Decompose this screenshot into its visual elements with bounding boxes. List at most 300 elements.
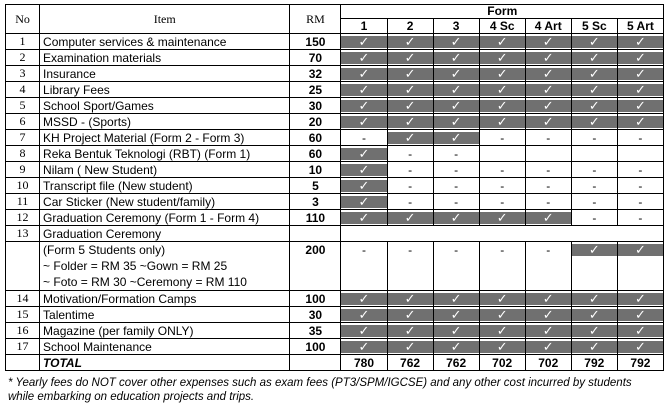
check-icon: ✓ <box>618 325 663 337</box>
check-cell <box>479 323 525 339</box>
check-icon: ✓ <box>388 341 433 353</box>
check-cell <box>341 291 387 307</box>
form-cell: - <box>617 178 663 194</box>
total-value: 780 <box>341 355 387 371</box>
check-icon: ✓ <box>434 52 479 64</box>
row-no: 11 <box>6 194 40 210</box>
fee-row <box>6 178 664 194</box>
check-cell <box>479 307 525 323</box>
form-cell: - <box>617 162 663 178</box>
row-rm: 60 <box>290 146 341 162</box>
check-cell <box>525 50 571 66</box>
check-icon: ✓ <box>341 196 386 208</box>
check-icon: ✓ <box>341 180 386 192</box>
check-cell <box>341 307 387 323</box>
check-cell <box>433 66 479 82</box>
grad5-details <box>40 242 290 291</box>
row-item: Library Fees <box>40 82 290 98</box>
form-cell: - <box>617 194 663 210</box>
check-cell <box>571 339 617 355</box>
blank-cell <box>6 242 40 291</box>
check-icon: ✓ <box>618 341 663 353</box>
blank-cell <box>290 226 341 242</box>
form-cell: - <box>525 178 571 194</box>
check-cell <box>617 339 663 355</box>
check-icon: ✓ <box>341 100 386 112</box>
check-icon: ✓ <box>526 293 571 305</box>
check-icon: ✓ <box>572 341 617 353</box>
fee-row <box>6 50 664 66</box>
check-cell <box>387 98 433 114</box>
check-cell <box>617 98 663 114</box>
total-row <box>6 355 664 371</box>
form-cell: - <box>525 194 571 210</box>
check-icon: ✓ <box>434 325 479 337</box>
row-no: 1 <box>6 34 40 50</box>
row-no: 4 <box>6 82 40 98</box>
check-cell <box>341 162 387 178</box>
header-form-0: 1 <box>341 19 387 34</box>
form-cell <box>479 146 525 162</box>
form-cell: - <box>433 242 479 291</box>
check-icon: ✓ <box>572 100 617 112</box>
form-cell: - <box>433 162 479 178</box>
check-icon: ✓ <box>388 36 433 48</box>
check-icon: ✓ <box>480 293 525 305</box>
row-item: School Maintenance <box>40 339 290 355</box>
fees-table <box>5 4 664 371</box>
check-cell <box>479 82 525 98</box>
row-no: 2 <box>6 50 40 66</box>
check-cell <box>341 34 387 50</box>
row-rm: 100 <box>290 291 341 307</box>
fee-row <box>6 130 664 146</box>
row-rm: 100 <box>290 339 341 355</box>
row-no: 6 <box>6 114 40 130</box>
check-cell <box>387 34 433 50</box>
check-cell <box>341 323 387 339</box>
check-cell <box>341 210 387 226</box>
check-cell <box>433 50 479 66</box>
fee-row <box>6 114 664 130</box>
row-no: 8 <box>6 146 40 162</box>
row-no: 9 <box>6 162 40 178</box>
check-icon: ✓ <box>572 325 617 337</box>
form-cell: - <box>479 194 525 210</box>
row-item: Transcript file (New student) <box>40 178 290 194</box>
check-cell <box>525 307 571 323</box>
row-item: Motivation/Formation Camps <box>40 291 290 307</box>
check-icon: ✓ <box>388 68 433 80</box>
row-no: 16 <box>6 323 40 339</box>
check-icon: ✓ <box>341 68 386 80</box>
form-cell: - <box>479 178 525 194</box>
check-cell <box>341 66 387 82</box>
fee-row-grad5-detail <box>6 242 664 291</box>
check-icon: ✓ <box>526 325 571 337</box>
header-form-3: 4 Sc <box>479 19 525 34</box>
row-item: Nilam ( New Student) <box>40 162 290 178</box>
form-cell: - <box>479 162 525 178</box>
check-icon: ✓ <box>572 36 617 48</box>
check-cell <box>479 50 525 66</box>
form-cell: - <box>433 146 479 162</box>
fee-row <box>6 66 664 82</box>
header-form: Form <box>341 5 664 19</box>
check-cell <box>479 34 525 50</box>
check-cell <box>525 34 571 50</box>
check-icon: ✓ <box>341 36 386 48</box>
blank-cell <box>290 355 341 371</box>
check-cell <box>479 66 525 82</box>
check-cell <box>571 242 617 291</box>
check-icon: ✓ <box>341 325 386 337</box>
check-cell <box>433 307 479 323</box>
check-icon: ✓ <box>572 68 617 80</box>
header-form-6: 5 Art <box>617 19 663 34</box>
check-cell <box>617 50 663 66</box>
check-cell <box>525 291 571 307</box>
check-cell <box>617 34 663 50</box>
check-icon: ✓ <box>480 309 525 321</box>
row-rm: 32 <box>290 66 341 82</box>
check-icon: ✓ <box>526 309 571 321</box>
check-icon: ✓ <box>572 52 617 64</box>
check-icon: ✓ <box>434 68 479 80</box>
check-cell <box>433 339 479 355</box>
check-icon: ✓ <box>618 52 663 64</box>
row-item: KH Project Material (Form 2 - Form 3) <box>40 130 290 146</box>
check-cell <box>525 210 571 226</box>
form-cell: - <box>571 162 617 178</box>
check-cell <box>525 323 571 339</box>
total-value: 762 <box>433 355 479 371</box>
grad5-line: ~ Folder = RM 35 ~Gown = RM 25 <box>43 259 228 273</box>
row-rm: 30 <box>290 307 341 323</box>
check-icon: ✓ <box>572 309 617 321</box>
check-icon: ✓ <box>526 116 571 128</box>
form-cell: - <box>571 178 617 194</box>
check-icon: ✓ <box>434 36 479 48</box>
check-cell <box>341 114 387 130</box>
fee-row-grad5-title <box>6 226 664 242</box>
check-cell <box>387 339 433 355</box>
check-icon: ✓ <box>480 84 525 96</box>
check-cell <box>341 339 387 355</box>
check-cell <box>571 50 617 66</box>
row-rm: 5 <box>290 178 341 194</box>
header-form-2: 3 <box>433 19 479 34</box>
check-cell <box>479 210 525 226</box>
check-cell <box>571 98 617 114</box>
row-no: 14 <box>6 291 40 307</box>
total-value: 702 <box>479 355 525 371</box>
check-icon: ✓ <box>526 52 571 64</box>
form-cell: - <box>571 194 617 210</box>
check-icon: ✓ <box>572 84 617 96</box>
fee-row <box>6 323 664 339</box>
check-cell <box>617 82 663 98</box>
header-form-5: 5 Sc <box>571 19 617 34</box>
check-icon: ✓ <box>618 68 663 80</box>
row-item: Car Sticker (New student/family) <box>40 194 290 210</box>
check-icon: ✓ <box>526 84 571 96</box>
check-cell <box>387 82 433 98</box>
total-value: 762 <box>387 355 433 371</box>
row-item: MSSD - (Sports) <box>40 114 290 130</box>
row-no: 13 <box>6 226 40 242</box>
form-cell <box>617 146 663 162</box>
check-cell <box>479 98 525 114</box>
check-icon: ✓ <box>341 52 386 64</box>
check-icon: ✓ <box>480 212 525 224</box>
form-cell: - <box>433 194 479 210</box>
check-cell <box>571 114 617 130</box>
check-cell <box>479 339 525 355</box>
check-cell <box>341 178 387 194</box>
check-icon: ✓ <box>618 100 663 112</box>
form-cell: - <box>617 210 663 226</box>
form-cell: - <box>479 130 525 146</box>
check-icon: ✓ <box>388 293 433 305</box>
fee-row <box>6 98 664 114</box>
check-icon: ✓ <box>526 100 571 112</box>
form-cell: - <box>341 242 387 291</box>
check-cell <box>571 82 617 98</box>
total-value: 792 <box>571 355 617 371</box>
check-cell <box>433 210 479 226</box>
row-rm: 25 <box>290 82 341 98</box>
check-icon: ✓ <box>388 325 433 337</box>
check-icon: ✓ <box>480 36 525 48</box>
check-icon: ✓ <box>526 68 571 80</box>
check-cell <box>617 323 663 339</box>
check-cell <box>341 146 387 162</box>
check-cell <box>617 307 663 323</box>
fee-row <box>6 194 664 210</box>
form-cell: - <box>571 130 617 146</box>
check-cell <box>433 98 479 114</box>
check-cell <box>341 98 387 114</box>
check-icon: ✓ <box>480 52 525 64</box>
row-rm: 110 <box>290 210 341 226</box>
footnote-line-1: * Yearly fees do NOT cover other expenses such as exam fees (PT3/SPM/IGCSE) and any other cost incurred by students <box>8 377 632 389</box>
check-icon: ✓ <box>480 341 525 353</box>
header-rm: RM <box>290 5 341 34</box>
row-no: 10 <box>6 178 40 194</box>
check-cell <box>341 82 387 98</box>
check-cell <box>387 307 433 323</box>
check-cell <box>571 66 617 82</box>
fee-row <box>6 162 664 178</box>
check-cell <box>525 66 571 82</box>
check-icon: ✓ <box>434 116 479 128</box>
check-cell <box>341 50 387 66</box>
footnote <box>8 376 663 404</box>
row-item: Insurance <box>40 66 290 82</box>
header-item: Item <box>40 5 290 34</box>
check-cell <box>479 291 525 307</box>
row-rm: 35 <box>290 323 341 339</box>
fee-row <box>6 291 664 307</box>
check-icon: ✓ <box>388 100 433 112</box>
check-icon: ✓ <box>480 325 525 337</box>
check-cell <box>387 291 433 307</box>
check-icon: ✓ <box>434 132 479 144</box>
fee-row <box>6 339 664 355</box>
fee-row <box>6 146 664 162</box>
check-cell <box>387 323 433 339</box>
row-no: 5 <box>6 98 40 114</box>
row-no: 7 <box>6 130 40 146</box>
check-icon: ✓ <box>341 212 386 224</box>
row-rm: 20 <box>290 114 341 130</box>
check-icon: ✓ <box>618 244 663 256</box>
check-cell <box>433 323 479 339</box>
form-cell: - <box>525 130 571 146</box>
check-icon: ✓ <box>618 293 663 305</box>
row-item: School Sport/Games <box>40 98 290 114</box>
check-icon: ✓ <box>434 212 479 224</box>
row-no: 12 <box>6 210 40 226</box>
check-icon: ✓ <box>388 52 433 64</box>
form-cell <box>571 146 617 162</box>
check-icon: ✓ <box>341 148 386 160</box>
check-cell <box>617 66 663 82</box>
check-cell <box>617 291 663 307</box>
row-rm: 70 <box>290 50 341 66</box>
check-icon: ✓ <box>572 293 617 305</box>
check-icon: ✓ <box>434 341 479 353</box>
check-icon: ✓ <box>341 84 386 96</box>
check-cell <box>571 291 617 307</box>
check-icon: ✓ <box>480 116 525 128</box>
total-value: 702 <box>525 355 571 371</box>
check-cell <box>387 66 433 82</box>
check-icon: ✓ <box>618 309 663 321</box>
form-cell: - <box>525 242 571 291</box>
check-icon: ✓ <box>434 84 479 96</box>
check-cell <box>341 194 387 210</box>
check-cell <box>571 34 617 50</box>
footnote-line-2: while embarking on education projects and trips. <box>8 391 255 403</box>
check-icon: ✓ <box>526 212 571 224</box>
check-icon: ✓ <box>341 341 386 353</box>
row-rm: 150 <box>290 34 341 50</box>
row-item: Graduation Ceremony <box>40 226 290 242</box>
check-cell <box>387 210 433 226</box>
form-cell: - <box>387 178 433 194</box>
form-cell: - <box>387 146 433 162</box>
blank-cell <box>341 226 664 242</box>
check-cell <box>387 50 433 66</box>
check-icon: ✓ <box>388 309 433 321</box>
check-icon: ✓ <box>388 212 433 224</box>
check-cell <box>433 34 479 50</box>
check-cell <box>387 114 433 130</box>
check-cell <box>525 114 571 130</box>
check-icon: ✓ <box>341 116 386 128</box>
blank-cell <box>6 355 40 371</box>
check-cell <box>525 82 571 98</box>
check-icon: ✓ <box>434 293 479 305</box>
total-value: 792 <box>617 355 663 371</box>
check-cell <box>617 114 663 130</box>
check-icon: ✓ <box>388 116 433 128</box>
form-cell: - <box>571 210 617 226</box>
fee-row <box>6 307 664 323</box>
check-icon: ✓ <box>526 36 571 48</box>
check-icon: ✓ <box>341 164 386 176</box>
check-icon: ✓ <box>572 116 617 128</box>
check-cell <box>479 114 525 130</box>
header-no: No <box>6 5 40 34</box>
header-form-4: 4 Art <box>525 19 571 34</box>
total-label: TOTAL <box>40 355 290 371</box>
check-icon: ✓ <box>341 293 386 305</box>
form-cell: - <box>341 130 387 146</box>
check-icon: ✓ <box>618 84 663 96</box>
form-cell: - <box>479 242 525 291</box>
check-cell <box>525 339 571 355</box>
grad5-line: ~ Foto = RM 30 ~Ceremony = RM 110 <box>43 275 247 289</box>
row-item: Magazine (per family ONLY) <box>40 323 290 339</box>
fee-row <box>6 210 664 226</box>
row-item: Talentime <box>40 307 290 323</box>
row-item: Examination materials <box>40 50 290 66</box>
check-icon: ✓ <box>388 132 433 144</box>
form-cell: - <box>525 162 571 178</box>
row-rm: 30 <box>290 98 341 114</box>
check-icon: ✓ <box>434 309 479 321</box>
check-icon: ✓ <box>480 68 525 80</box>
row-item: Computer services & maintenance <box>40 34 290 50</box>
form-cell: - <box>387 242 433 291</box>
row-no: 17 <box>6 339 40 355</box>
check-cell <box>433 130 479 146</box>
row-item: Reka Bentuk Teknologi (RBT) (Form 1) <box>40 146 290 162</box>
fee-row <box>6 34 664 50</box>
form-cell <box>525 146 571 162</box>
check-cell <box>433 291 479 307</box>
grad5-line: (Form 5 Students only) <box>43 243 166 257</box>
form-cell: - <box>617 130 663 146</box>
row-rm: 200 <box>290 242 341 291</box>
check-cell <box>433 82 479 98</box>
row-rm: 10 <box>290 162 341 178</box>
check-cell <box>525 98 571 114</box>
header-form-1: 2 <box>387 19 433 34</box>
row-rm: 3 <box>290 194 341 210</box>
check-icon: ✓ <box>618 36 663 48</box>
form-cell: - <box>387 162 433 178</box>
check-icon: ✓ <box>341 309 386 321</box>
form-cell: - <box>433 178 479 194</box>
check-icon: ✓ <box>618 116 663 128</box>
check-icon: ✓ <box>480 100 525 112</box>
check-cell <box>571 307 617 323</box>
check-cell <box>433 114 479 130</box>
row-no: 15 <box>6 307 40 323</box>
row-item: Graduation Ceremony (Form 1 - Form 4) <box>40 210 290 226</box>
fee-row <box>6 82 664 98</box>
check-icon: ✓ <box>434 100 479 112</box>
check-icon: ✓ <box>526 341 571 353</box>
row-no: 3 <box>6 66 40 82</box>
check-cell <box>571 323 617 339</box>
check-cell <box>617 242 663 291</box>
check-cell <box>387 130 433 146</box>
